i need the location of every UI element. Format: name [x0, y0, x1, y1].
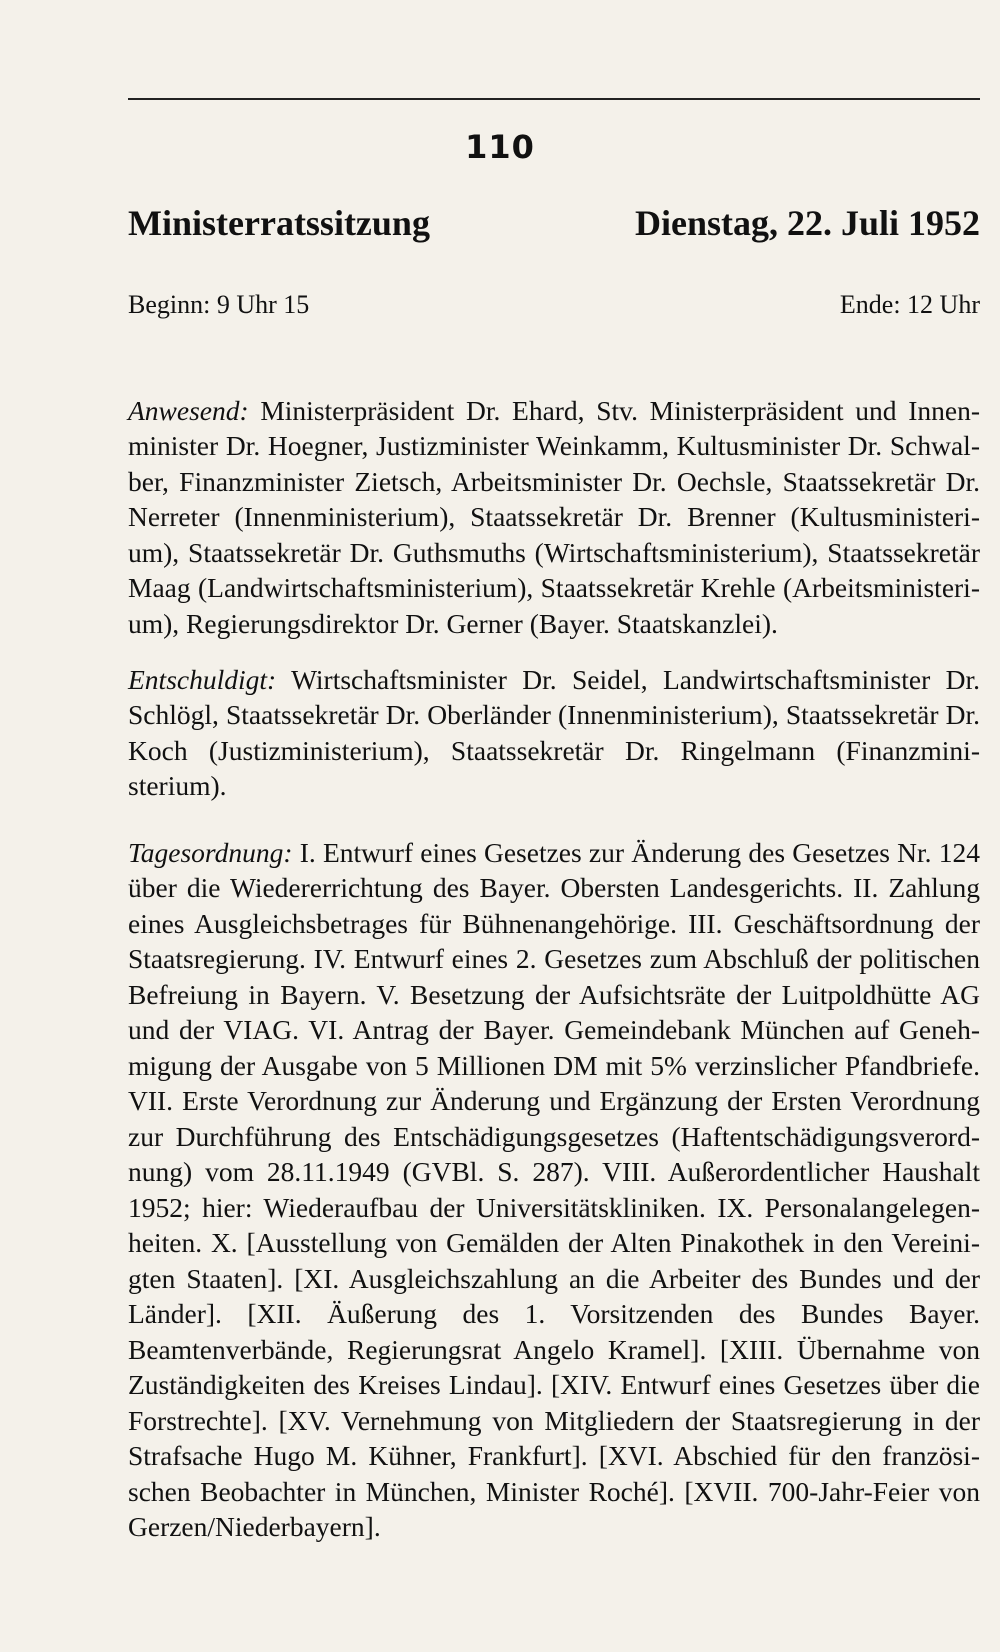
attendees-paragraph	[128, 393, 980, 642]
top-rule	[128, 98, 980, 100]
time-row	[128, 290, 980, 320]
page-number: 110	[465, 128, 535, 166]
attendees-label: Anwesend:	[128, 394, 249, 426]
agenda-paragraph	[128, 835, 980, 1545]
document-title: Ministerratssitzung	[128, 203, 430, 243]
end-time: Ende: 12 Uhr	[839, 290, 980, 319]
document-date: Dienstag, 22. Juli 1952	[634, 203, 980, 243]
agenda-text: I. Entwurf eines Gesetzes zur Änderung des Gesetzes Nr. 124 über die Wiedererrichtung des Bayer. Obersten Landesgerichts. II. Zahlung eines Ausgleichsbetrages für Bühnenangehörige. III. Geschäftsordnung der Staatsregierung. IV. Entwurf eines 2. Gesetzes zum Abschluß der politischen Befreiung in Bayern. V. Besetzung der Aufsichtsräte der Luitpoldhütte AG und der VIAG. VI. Antrag der Bayer. Gemeindebank München auf Genehmigung der Ausgabe von 5 Millionen DM mit 5% verzinslicher Pfandbriefe. VII. Erste Verordnung zur Änderung und Ergänzung der Ersten Verordnung zur Durchführung des Entschädigungsgesetzes (Haftentschädigungsverordnung) vom 28.11.1949 (GVBl. S. 287). VIII. Außerordentlicher Haushalt 1952; hier: Wiederaufbau der Universitätskliniken. IX. Personalangelegenheiten. X. [Ausstellung von Gemälden der Alten Pinakothek in den Vereinigten Staaten]. [XI. Ausgleichszahlung an die Arbeiter des Bundes und der Länder]. [XII. Äußerung des 1. Vorsitzenden des Bundes Bayer. Beamtenverbände, Regierungsrat Angelo Kramel]. [XIII. Übernahme von Zuständigkeiten des Kreises Lindau]. [XIV. Entwurf eines Gesetzes über die Forstrechte]. [XV. Vernehmung von Mitgliedern der Staatsregierung in der Strafsache Hugo M. Kühner, Frankfurt]. [XVI. Abschied für den französischen Beobachter in München, Minister Roché]. [XVII. 700-Jahr-Feier von Gerzen/Niederbayern].	[128, 836, 980, 1542]
excused-paragraph	[128, 662, 980, 804]
excused-text: Wirtschaftsminister Dr. Seidel, Landwirtschaftsminister Dr. Schlögl, Staatssekretär Dr. Oberländer (Innenministerium), Staatssekretär Dr. Koch (Justizministerium), Staatssekretär Dr. Ringelmann (Finanzministerium).	[128, 663, 980, 801]
agenda-label: Tagesordnung:	[128, 836, 293, 868]
excused-label: Entschuldigt:	[128, 663, 277, 695]
title-row	[128, 202, 980, 244]
start-time: Beginn: 9 Uhr 15	[128, 290, 310, 319]
attendees-text: Ministerpräsident Dr. Ehard, Stv. Ministerpräsident und Innenminister Dr. Hoegner, Justizminister Weinkamm, Kultusminister Dr. Schwalber, Finanzminister Zietsch, Arbeitsminister Dr. Oechsle, Staatssekretär Dr. Nerreter (Innenministerium), Staatssekretär Dr. Brenner (Kultusministerium), Staatssekretär Dr. Guthsmuths (Wirtschaftsministerium), Staatssekretär Maag (Landwirtschaftsministerium), Staatssekretär Krehle (Arbeitsministerium), Regierungsdirektor Dr. Gerner (Bayer. Staatskanzlei).	[128, 394, 980, 639]
